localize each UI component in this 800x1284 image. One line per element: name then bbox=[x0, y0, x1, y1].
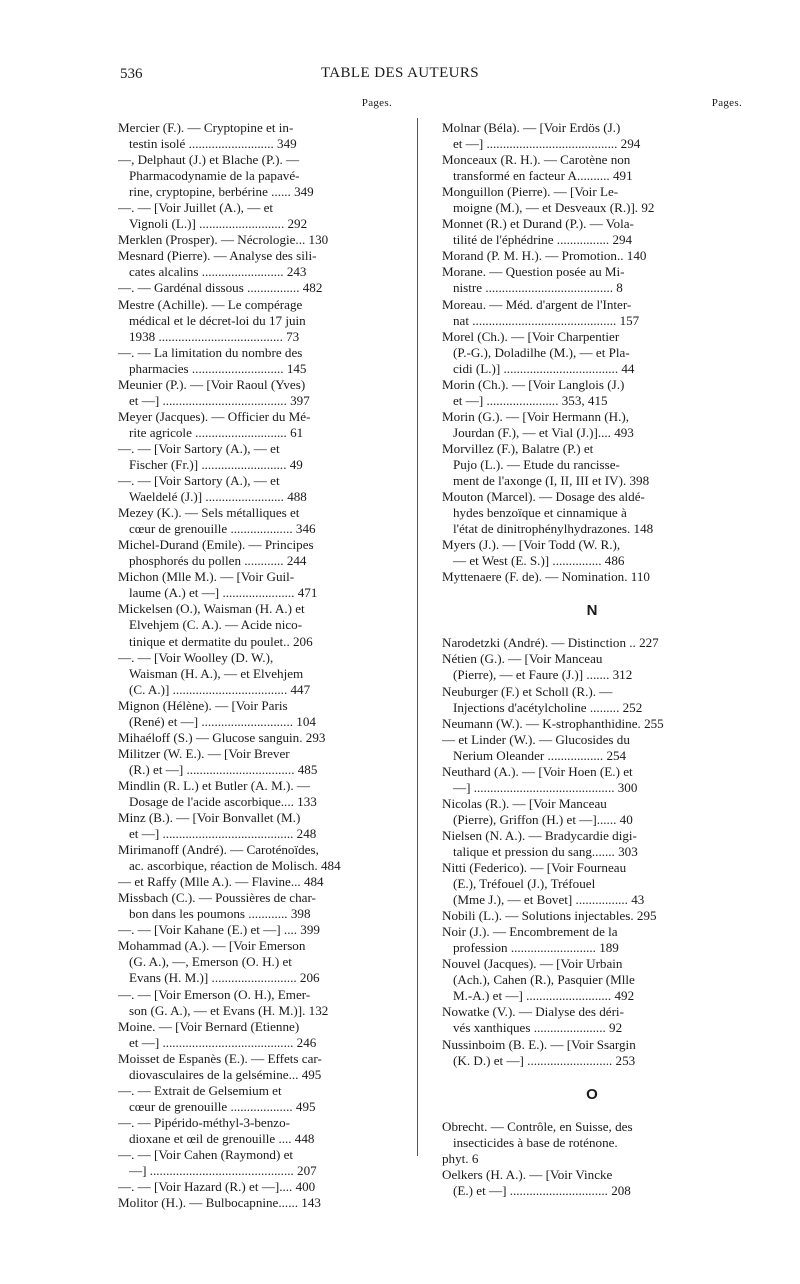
entry-line: l'état de dinitrophénylhydrazones. 148 bbox=[453, 521, 654, 537]
entry-line: Mohammad (A.). — [Voir Emerson bbox=[118, 938, 306, 954]
entry-line: nat ............................................ 157 bbox=[453, 312, 640, 328]
index-entry bbox=[442, 828, 742, 860]
entry-line: pharmacies ............................ 145 bbox=[129, 360, 307, 376]
entry-line: (E.) et —] .............................. 208 bbox=[453, 1182, 631, 1198]
entry-line: —] ........................................... 300 bbox=[453, 779, 638, 795]
entry-line: M.-A.) et —] .......................... 492 bbox=[453, 988, 635, 1004]
entry-line: —. — [Voir Hazard (R.) et —].... 400 bbox=[118, 1179, 316, 1195]
entry-line: Noir (J.). — Encombrement de la bbox=[442, 924, 618, 940]
left-column bbox=[118, 97, 392, 1211]
entry-line: Morvillez (F.), Balatre (P.) et bbox=[442, 440, 594, 456]
entry-line: —. — [Voir Cahen (Raymond) et bbox=[118, 1147, 294, 1162]
entry-line: cidi (L.)] ................................... 44 bbox=[453, 360, 635, 376]
index-entry bbox=[118, 890, 392, 922]
entry-line: Evans (H. M.)] .......................... 206 bbox=[129, 970, 320, 986]
entry-line: —. — [Voir Emerson (O. H.), Emer- bbox=[118, 986, 311, 1002]
entry-line: Meyer (Jacques). — Officier du Mé- bbox=[118, 408, 311, 424]
index-entry bbox=[118, 1019, 392, 1051]
entry-line: et —] ...................................... 397 bbox=[129, 392, 310, 408]
index-entry bbox=[442, 1167, 742, 1199]
entry-line: Vignoli (L.)] .......................... 292 bbox=[129, 216, 308, 232]
entry-line: Morand (P. M. H.). — Promotion.. 140 bbox=[442, 248, 647, 264]
index-entry bbox=[118, 377, 392, 409]
index-entry bbox=[442, 1151, 742, 1167]
entry-line: Neuthard (A.). — [Voir Hoen (E.) et bbox=[442, 763, 633, 779]
index-entry bbox=[442, 377, 742, 409]
entry-line: — et West (E. S.)] ............... 486 bbox=[453, 553, 625, 569]
entry-line: Mignon (Hélène). — [Voir Paris bbox=[118, 697, 288, 713]
entry-line: talique et pression du sang....... 303 bbox=[453, 843, 638, 859]
entry-line: (R.) et —] ................................. 485 bbox=[129, 761, 318, 777]
index-entry bbox=[442, 732, 742, 764]
entry-line: Obrecht. — Contrôle, en Suisse, des bbox=[442, 1118, 633, 1134]
entry-line: testin isolé .......................... 349 bbox=[129, 136, 297, 152]
index-entry bbox=[442, 651, 742, 683]
entry-line: médical et le décret-loi du 17 juin bbox=[129, 312, 306, 328]
index-entry bbox=[118, 810, 392, 842]
entry-line: Neuburger (F.) et Scholl (R.). — bbox=[442, 683, 613, 699]
index-entry bbox=[118, 200, 392, 232]
entry-line: cœur de grenouille ................... 495 bbox=[129, 1098, 316, 1114]
index-entry bbox=[118, 297, 392, 345]
entry-line: tinique et dermatite du poulet.. 206 bbox=[129, 633, 313, 649]
entry-line: Monceaux (R. H.). — Carotène non bbox=[442, 152, 631, 168]
running-head: TABLE DES AUTEURS bbox=[320, 65, 480, 81]
entry-line: —. — Gardénal dissous ................ 482 bbox=[118, 280, 323, 296]
entry-line: Molitor (H.). — Bulbocapnine...... 143 bbox=[118, 1195, 321, 1211]
entry-line: Minz (B.). — [Voir Bonvallet (M.) bbox=[118, 810, 301, 826]
entry-line: Nicolas (R.). — [Voir Manceau bbox=[442, 795, 607, 811]
entry-line: Myttenaere (F. de). — Nomination. 110 bbox=[442, 569, 650, 585]
pages-label: Pages. bbox=[711, 97, 742, 109]
entry-line: cates alcalins ......................... 243 bbox=[129, 264, 307, 280]
entry-line: — et Raffy (Mlle A.). — Flavine... 484 bbox=[118, 874, 324, 890]
entry-line: bon dans les poumons ............ 398 bbox=[129, 906, 311, 922]
index-entry bbox=[118, 746, 392, 778]
entry-line: Nitti (Federico). — [Voir Fourneau bbox=[442, 860, 627, 876]
entry-line: Monguillon (Pierre). — [Voir Le- bbox=[442, 184, 619, 200]
index-entry bbox=[442, 684, 742, 716]
entry-line: —. — La limitation du nombre des bbox=[118, 344, 303, 360]
entry-line: Nétien (G.). — [Voir Manceau bbox=[442, 651, 603, 667]
entry-line: 1938 ...................................... 73 bbox=[129, 328, 300, 344]
index-entry bbox=[118, 232, 392, 248]
entry-line: Mezey (K.). — Sels métalliques et bbox=[118, 505, 300, 521]
entry-line: (C. A.)] ................................... 447 bbox=[129, 681, 311, 697]
index-entry bbox=[118, 409, 392, 441]
index-entry bbox=[442, 1119, 742, 1151]
entry-line: (René) et —] ............................ 104 bbox=[129, 713, 316, 729]
entry-line: —. — [Voir Juillet (A.), — et bbox=[118, 200, 274, 216]
o-entries bbox=[442, 1119, 742, 1199]
index-entry bbox=[118, 1083, 392, 1115]
entry-line: —. — Pipérido-méthyl-3-benzo- bbox=[118, 1114, 290, 1130]
index-entry bbox=[118, 842, 392, 874]
index-entry bbox=[442, 329, 742, 377]
entry-line: (Ach.), Cahen (R.), Pasquier (Mlle bbox=[453, 972, 635, 988]
index-entry bbox=[118, 505, 392, 537]
entry-line: Waisman (H. A.), — et Elvehjem bbox=[129, 665, 304, 681]
entry-line: Narodetzki (André). — Distinction .. 227 bbox=[442, 635, 659, 651]
entry-line: Mercier (F.). — Cryptopine et in- bbox=[118, 120, 294, 135]
entry-line: Meunier (P.). — [Voir Raoul (Yves) bbox=[118, 376, 306, 392]
entry-line: Mirimanoff (André). — Caroténoïdes, bbox=[118, 842, 319, 858]
entry-line: Moreau. — Méd. d'argent de l'Inter- bbox=[442, 296, 632, 312]
entry-line: Fischer (Fr.)] .......................... 49 bbox=[129, 456, 303, 472]
entry-line: Moine. — [Voir Bernard (Etienne) bbox=[118, 1018, 300, 1034]
entry-line: son (G. A.), — et Evans (H. M.)]. 132 bbox=[129, 1002, 329, 1018]
entry-line: et —] ........................................ 246 bbox=[129, 1034, 317, 1050]
entry-line: insecticides à base de roténone. bbox=[453, 1134, 618, 1150]
index-entry bbox=[118, 698, 392, 730]
entry-line: —. — Extrait de Gelsemium et bbox=[118, 1082, 282, 1098]
index-entry bbox=[442, 796, 742, 828]
index-entry bbox=[118, 1179, 392, 1195]
entry-line: Nussinboim (B. E.). — [Voir Ssargin bbox=[442, 1036, 636, 1052]
entry-line: Pujo (L.). — Etude du rancisse- bbox=[453, 456, 620, 472]
entry-line: rine, cryptopine, berbérine ...... 349 bbox=[129, 184, 314, 200]
entry-line: Pharmacodynamie de la papavé- bbox=[129, 168, 300, 184]
index-entry bbox=[118, 778, 392, 810]
index-entry bbox=[442, 216, 742, 248]
index-entry bbox=[442, 248, 742, 264]
column-divider bbox=[417, 118, 418, 1156]
entry-line: —. — [Voir Sartory (A.), — et bbox=[118, 473, 280, 489]
entry-line: (K. D.) et —] .......................... 253 bbox=[453, 1052, 636, 1068]
index-entry bbox=[118, 120, 392, 152]
entry-line: Nobili (L.). — Solutions injectables. 295 bbox=[442, 908, 657, 924]
entry-line: Nielsen (N. A.). — Bradycardie digi- bbox=[442, 827, 637, 843]
index-entry bbox=[442, 264, 742, 296]
entry-line: Michel-Durand (Emile). — Principes bbox=[118, 537, 314, 553]
index-entry bbox=[442, 409, 742, 441]
entry-line: ment de l'axonge (I, II, III et IV). 398 bbox=[453, 473, 650, 489]
index-entry bbox=[442, 908, 742, 924]
entry-line: nistre ....................................... 8 bbox=[453, 280, 623, 296]
entry-line: Dosage de l'acide ascorbique.... 133 bbox=[129, 793, 317, 809]
index-entry bbox=[442, 120, 742, 152]
entry-line: Mestre (Achille). — Le compérage bbox=[118, 296, 303, 312]
left-entries bbox=[118, 120, 392, 1211]
right-column bbox=[442, 97, 742, 1199]
entry-line: Militzer (W. E.). — [Voir Brever bbox=[118, 745, 290, 761]
entry-line: —. — [Voir Kahane (E.) et —] .... 399 bbox=[118, 922, 320, 938]
entry-line: Morane. — Question posée au Mi- bbox=[442, 264, 625, 280]
index-entry bbox=[442, 537, 742, 569]
entry-line: Mihaéloff (S.) — Glucose sanguin. 293 bbox=[118, 729, 326, 745]
entry-line: hydes benzoïque et cinnamique à bbox=[453, 505, 627, 521]
entry-line: Moisset de Espanès (E.). — Effets car- bbox=[118, 1050, 322, 1066]
index-entry bbox=[118, 1147, 392, 1179]
page-number: 536 bbox=[120, 66, 143, 82]
entry-line: Molnar (Béla). — [Voir Erdös (J.) bbox=[442, 120, 621, 135]
index-entry bbox=[118, 938, 392, 986]
index-entry bbox=[118, 922, 392, 938]
entry-line: Oelkers (H. A.). — [Voir Vincke bbox=[442, 1166, 613, 1182]
index-entry bbox=[442, 716, 742, 732]
index-entry bbox=[118, 987, 392, 1019]
entry-line: et —] ...................... 353, 415 bbox=[453, 392, 608, 408]
index-entry bbox=[442, 184, 742, 216]
index-entry bbox=[118, 730, 392, 746]
entry-line: phyt. 6 bbox=[442, 1150, 479, 1166]
entry-line: Mesnard (Pierre). — Analyse des sili- bbox=[118, 248, 317, 264]
entry-line: Morel (Ch.). — [Voir Charpentier bbox=[442, 328, 620, 344]
entry-line: laume (A.) et —] ...................... 471 bbox=[129, 585, 318, 601]
section-heading-o: O bbox=[586, 1085, 598, 1103]
index-entry bbox=[118, 280, 392, 296]
index-entry bbox=[118, 874, 392, 890]
entry-line: (Mme J.), — et Bovet] ................ 43 bbox=[453, 892, 645, 908]
entry-line: rite agricole ............................ 61 bbox=[129, 424, 304, 440]
entry-line: moigne (M.), — et Desveaux (R.)]. 92 bbox=[453, 200, 655, 216]
index-entry bbox=[442, 152, 742, 184]
entry-line: Mickelsen (O.), Waisman (H. A.) et bbox=[118, 601, 305, 617]
entry-line: vés xanthiques ...................... 92 bbox=[453, 1020, 623, 1036]
index-entry bbox=[118, 650, 392, 698]
entry-line: Missbach (C.). — Poussières de char- bbox=[118, 890, 316, 906]
entry-line: Injections d'acétylcholine ......... 252 bbox=[453, 699, 643, 715]
index-entry bbox=[118, 152, 392, 200]
section-heading-n: N bbox=[586, 602, 598, 620]
entry-line: —, Delphaut (J.) et Blache (P.). — bbox=[118, 152, 300, 168]
index-entry bbox=[118, 569, 392, 601]
entry-line: Merklen (Prosper). — Nécrologie... 130 bbox=[118, 232, 329, 248]
index-entry bbox=[442, 764, 742, 796]
n-entries bbox=[442, 635, 742, 1068]
index-entry bbox=[442, 441, 742, 489]
entry-line: Nowatke (V.). — Dialyse des déri- bbox=[442, 1004, 624, 1020]
entry-line: profession .......................... 189 bbox=[453, 940, 619, 956]
index-entry bbox=[442, 1037, 742, 1069]
index-entry bbox=[118, 1051, 392, 1083]
entry-line: cœur de grenouille ................... 346 bbox=[129, 521, 316, 537]
index-entry bbox=[442, 860, 742, 908]
entry-line: Nouvel (Jacques). — [Voir Urbain bbox=[442, 956, 623, 972]
index-entry bbox=[118, 1115, 392, 1147]
m-entries bbox=[442, 120, 742, 585]
entry-line: Mouton (Marcel). — Dosage des aldé- bbox=[442, 489, 645, 505]
index-entry bbox=[442, 1004, 742, 1036]
index-entry bbox=[442, 489, 742, 537]
entry-line: transformé en facteur A.......... 491 bbox=[453, 168, 633, 184]
entry-line: —] ............................................ 207 bbox=[129, 1163, 317, 1179]
entry-line: (E.), Tréfouel (J.), Tréfouel bbox=[453, 876, 596, 892]
index-entry bbox=[118, 601, 392, 649]
entry-line: Michon (Mlle M.). — [Voir Guil- bbox=[118, 569, 295, 585]
entry-line: Monnet (R.) et Durand (P.). — Vola- bbox=[442, 216, 634, 232]
entry-line: —. — [Voir Sartory (A.), — et bbox=[118, 440, 280, 456]
entry-line: Nerium Oleander ................. 254 bbox=[453, 747, 627, 763]
entry-line: (P.-G.), Doladilhe (M.), — et Pla- bbox=[453, 344, 630, 360]
index-entry bbox=[118, 345, 392, 377]
entry-line: Mindlin (R. L.) et Butler (A. M.). — bbox=[118, 777, 311, 793]
entry-line: tilité de l'éphédrine ................ 294 bbox=[453, 232, 633, 248]
entry-line: Elvehjem (C. A.). — Acide nico- bbox=[129, 617, 303, 633]
index-entry bbox=[442, 569, 742, 585]
entry-line: (Pierre), Griffon (H.) et —]...... 40 bbox=[453, 811, 633, 827]
entry-line: Waeldelé (J.)] ........................ 488 bbox=[129, 489, 307, 505]
entry-line: (Pierre), — et Faure (J.)] ....... 312 bbox=[453, 667, 633, 683]
entry-line: dioxane et œil de grenouille .... 448 bbox=[129, 1130, 315, 1146]
entry-line: Jourdan (F.), — et Vial (J.)].... 493 bbox=[453, 424, 634, 440]
entry-line: et —] ........................................ 294 bbox=[453, 136, 641, 152]
index-entry bbox=[118, 537, 392, 569]
index-entry bbox=[118, 1195, 392, 1211]
index-entry bbox=[118, 473, 392, 505]
index-entry bbox=[118, 248, 392, 280]
entry-line: (G. A.), —, Emerson (O. H.) et bbox=[129, 954, 292, 970]
entry-line: Myers (J.). — [Voir Todd (W. R.), bbox=[442, 537, 621, 553]
index-entry bbox=[442, 635, 742, 651]
pages-label: Pages. bbox=[361, 97, 392, 109]
index-entry bbox=[442, 297, 742, 329]
entry-line: Neumann (W.). — K-strophanthidine. 255 bbox=[442, 715, 664, 731]
entry-line: et —] ........................................ 248 bbox=[129, 826, 317, 842]
index-entry bbox=[118, 441, 392, 473]
entry-line: Morin (Ch.). — [Voir Langlois (J.) bbox=[442, 376, 625, 392]
index-entry bbox=[442, 956, 742, 1004]
entry-line: diovasculaires de la gelsémine... 495 bbox=[129, 1066, 322, 1082]
entry-line: —. — [Voir Woolley (D. W.), bbox=[118, 649, 274, 665]
entry-line: — et Linder (W.). — Glucosides du bbox=[442, 731, 630, 747]
index-entry bbox=[442, 924, 742, 956]
entry-line: Morin (G.). — [Voir Hermann (H.), bbox=[442, 408, 630, 424]
entry-line: phosphorés du pollen ............ 244 bbox=[129, 553, 307, 569]
entry-line: ac. ascorbique, réaction de Molisch. 484 bbox=[129, 858, 341, 874]
